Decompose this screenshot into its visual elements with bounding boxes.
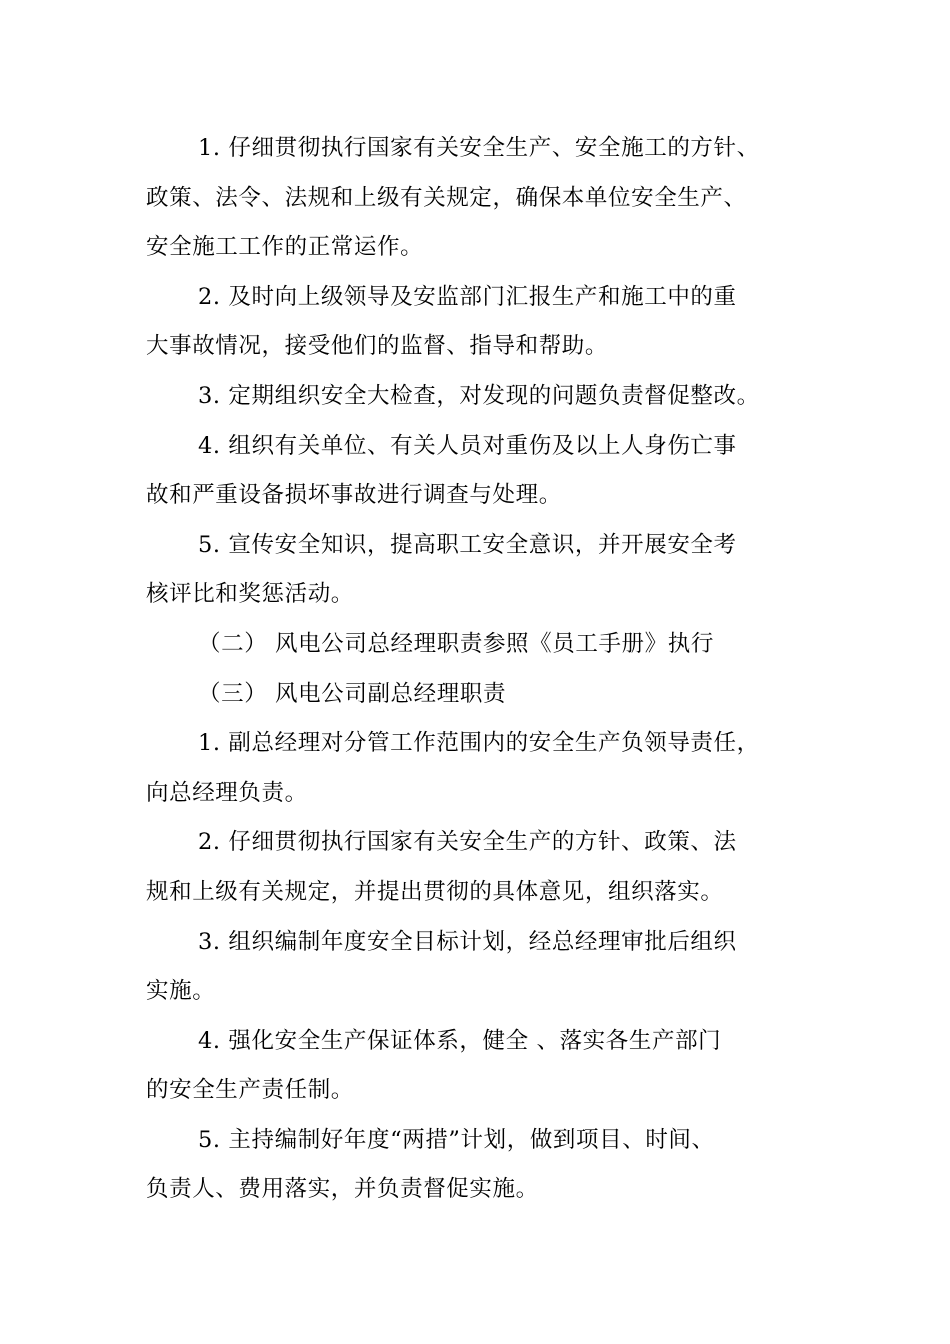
- section-heading: （二） 风电公司总经理职责参照《员工手册》执行: [198, 630, 714, 657]
- section-heading: （三） 风电公司副总经理职责: [198, 680, 507, 707]
- text-line: 规和上级有关规定，并提出贯彻的具体意见，组织落实。: [146, 878, 724, 905]
- text-line: 政策、法令、法规和上级有关规定，确保本单位安全生产、: [146, 184, 747, 211]
- text-line: 实施。: [146, 978, 216, 1005]
- text-line: 4. 强化安全生产保证体系，健全 、落实各生产部门: [198, 1027, 722, 1054]
- text-line: 的安全生产责任制。: [146, 1077, 354, 1104]
- text-line: 4. 组织有关单位、有关人员对重伤及以上人身伤亡事: [198, 432, 737, 459]
- text-line: 2. 仔细贯彻执行国家有关安全生产的方针、政策、法: [198, 829, 737, 856]
- text-line: 故和严重设备损坏事故进行调查与处理。: [146, 482, 562, 509]
- text-line: 大事故情况，接受他们的监督、指导和帮助。: [146, 333, 609, 360]
- text-line: 核评比和奖惩活动。: [146, 581, 354, 608]
- text-line: 安全施工工作的正常运作。: [146, 234, 424, 261]
- text-line: 负责人、费用落实，并负责督促实施。: [146, 1176, 539, 1203]
- text-line: 1. 副总经理对分管工作范围内的安全生产负领导责任，: [198, 730, 760, 757]
- text-line: 3. 定期组织安全大检查，对发现的问题负责督促整改。: [198, 382, 760, 409]
- text-line: 5. 主持编制好年度“两措”计划，做到项目、时间、: [198, 1126, 715, 1153]
- text-line: 1. 仔细贯彻执行国家有关安全生产、安全施工的方针、: [198, 135, 760, 161]
- document-body: [146, 124, 806, 1215]
- text-line: 3. 组织编制年度安全目标计划，经总经理审批后组织: [198, 928, 737, 955]
- text-line: 2. 及时向上级领导及安监部门汇报生产和施工中的重: [198, 283, 737, 310]
- text-line: 向总经理负责。: [146, 779, 308, 806]
- text-line: 5. 宣传安全知识，提高职工安全意识，并开展安全考: [198, 531, 737, 558]
